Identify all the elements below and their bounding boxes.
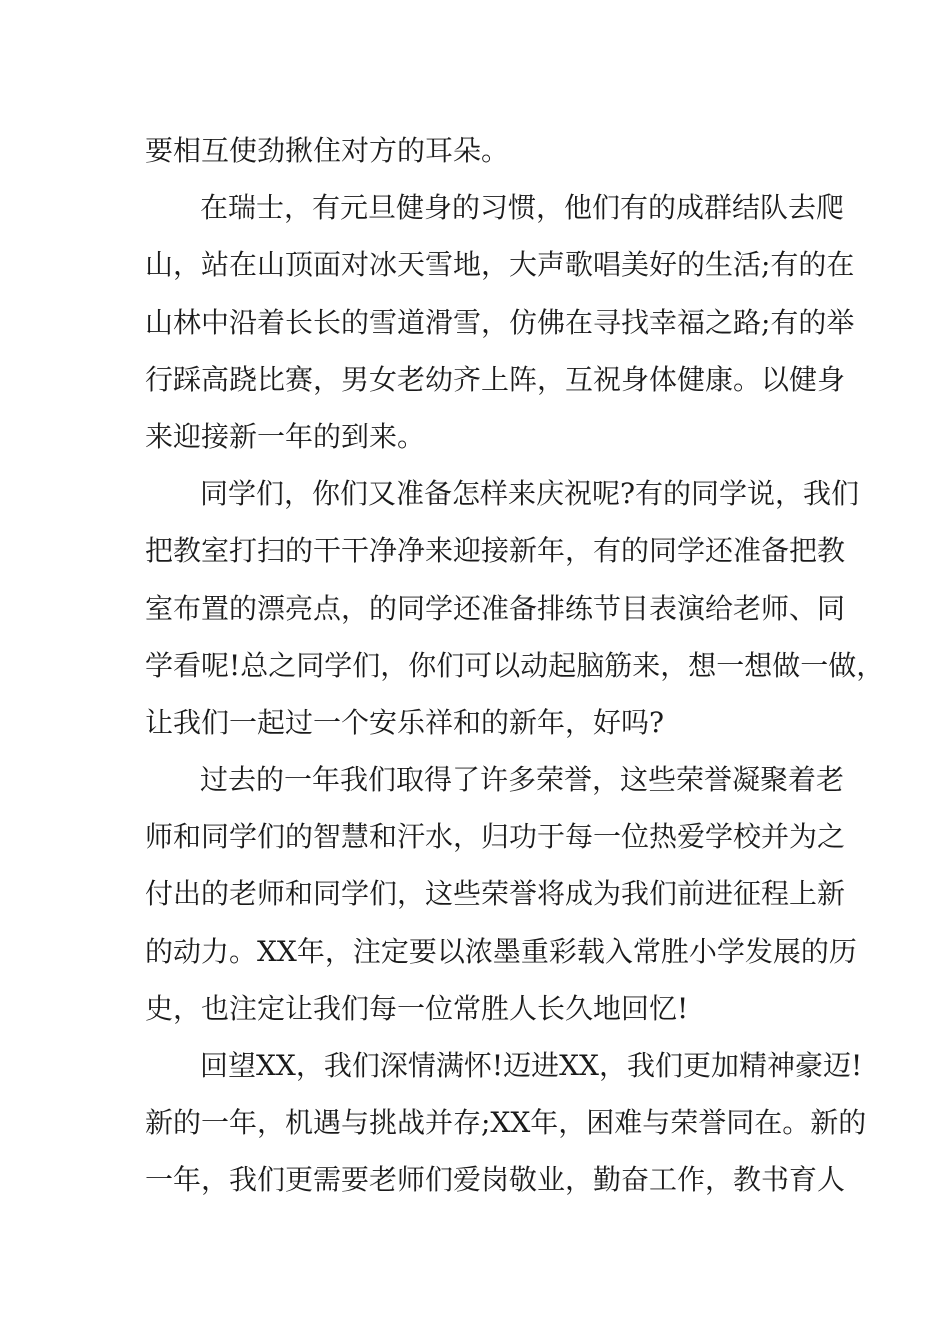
text-line: 要相互使劲揪住对方的耳朵。 xyxy=(145,134,510,167)
paragraph-start-line: 过去的一年我们取得了许多荣誉，这些荣誉凝聚着老 xyxy=(200,763,845,797)
body-text xyxy=(145,122,885,1209)
paragraph-start-line: 同学们，你们又准备怎样来庆祝呢?有的同学说，我们 xyxy=(200,477,860,511)
text-line: 让我们一起过一个安乐祥和的新年，好吗? xyxy=(145,705,665,739)
paragraph-start-line: 回望XX，我们深情满怀!迈进XX，我们更加精神豪迈! xyxy=(200,1049,863,1082)
text-line: 师和同学们的智慧和汗水，归功于每一位热爱学校并为之 xyxy=(145,820,846,854)
text-line: 行踩高跷比赛，男女老幼齐上阵，互祝身体健康。以健身 xyxy=(145,362,846,396)
text-line: 付出的老师和同学们，这些荣誉将成为我们前进征程上新 xyxy=(145,877,846,911)
text-line: 室布置的漂亮点，的同学还准备排练节目表演给老师、同 xyxy=(145,591,846,625)
text-line: 来迎接新一年的到来。 xyxy=(145,419,426,453)
text-line: 山，站在山顶面对冰天雪地，大声歌唱美好的生活;有的在 xyxy=(145,248,855,282)
text-line: 史，也注定让我们每一位常胜人长久地回忆! xyxy=(145,991,689,1025)
text-line: 把教室打扫的干干净净来迎接新年，有的同学还准备把教 xyxy=(145,534,846,568)
text-line: 的动力。XX年，注定要以浓墨重彩载入常胜小学发展的历 xyxy=(145,934,857,968)
text-line: 学看呢!总之同学们，你们可以动起脑筋来，想一想做一做， xyxy=(145,648,885,682)
text-line: 新的一年，机遇与挑战并存;XX年，困难与荣誉同在。新的 xyxy=(145,1106,867,1140)
text-line: 一年，我们更需要老师们爱岗敬业，勤奋工作，教书育人 xyxy=(145,1163,846,1197)
text-line: 山林中沿着长长的雪道滑雪，仿佛在寻找幸福之路;有的举 xyxy=(145,305,855,339)
paragraph-start-line: 在瑞士，有元旦健身的习惯，他们有的成群结队去爬 xyxy=(200,191,845,225)
